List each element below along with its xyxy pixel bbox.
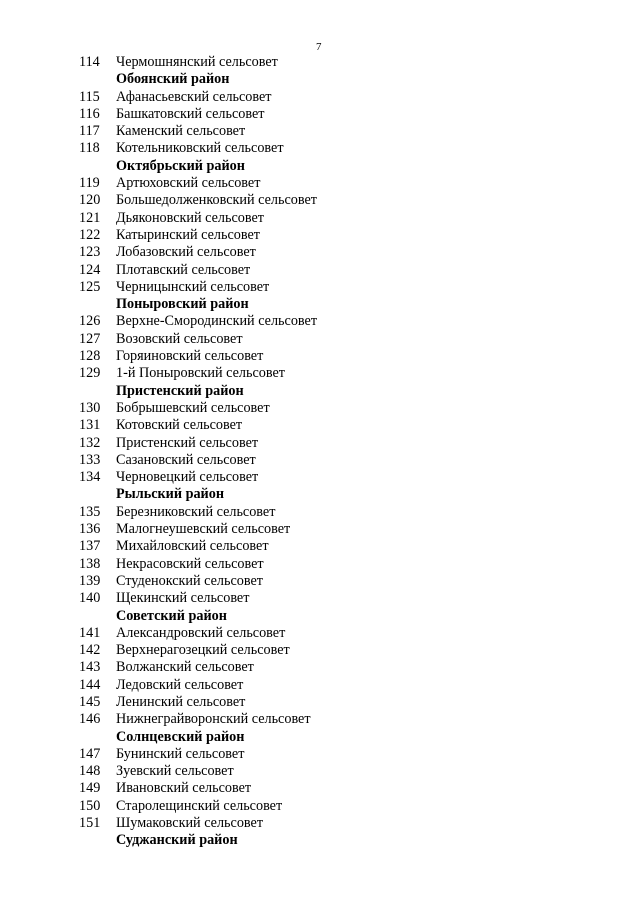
district-heading (0, 729, 640, 746)
list-item (0, 227, 640, 244)
council-name: Возовский сельсовет (116, 330, 243, 347)
district-name: Солнцевский район (116, 728, 245, 745)
list-item (0, 642, 640, 659)
list-item (0, 746, 640, 763)
council-name: Старолещинский сельсовет (116, 797, 283, 814)
list-item (0, 365, 640, 382)
item-number: 134 (79, 469, 101, 486)
item-number: 130 (79, 399, 101, 416)
council-name: Верхнерагозецкий сельсовет (116, 642, 290, 659)
council-name: Большедолженковский сельсовет (116, 192, 317, 209)
item-number: 119 (79, 175, 100, 192)
district-name: Октябрьский район (116, 157, 245, 174)
council-name: Александровский сельсовет (116, 624, 286, 641)
list-item (0, 192, 640, 209)
item-number: 125 (79, 278, 101, 295)
council-name: Ленинский сельсовет (116, 693, 246, 710)
district-heading (0, 832, 640, 849)
item-number: 118 (79, 140, 100, 157)
district-name: Суджанский район (116, 832, 238, 849)
district-heading (0, 296, 640, 313)
item-number: 126 (79, 313, 101, 330)
list-item (0, 538, 640, 555)
list-item (0, 677, 640, 694)
item-number: 120 (79, 192, 101, 209)
item-number: 141 (79, 624, 101, 641)
council-name: Каменский сельсовет (116, 123, 246, 140)
council-name: Котельниковский сельсовет (116, 140, 284, 157)
list-item (0, 504, 640, 521)
council-name: Башкатовский сельсовет (116, 105, 265, 122)
item-number: 146 (79, 711, 101, 728)
list-item (0, 175, 640, 192)
council-name: Студенокский сельсовет (116, 572, 263, 589)
district-name: Обоянский район (116, 71, 230, 88)
council-name: Михайловский сельсовет (116, 538, 269, 555)
council-name: Котовский сельсовет (116, 417, 243, 434)
district-name: Поныровский район (116, 296, 249, 313)
list-item (0, 452, 640, 469)
district-heading (0, 383, 640, 400)
item-number: 140 (79, 590, 101, 607)
district-heading (0, 158, 640, 175)
council-name: Сазановский сельсовет (116, 451, 256, 468)
council-name: Шумаковский сельсовет (116, 815, 264, 832)
council-name: Пристенский сельсовет (116, 434, 259, 451)
list-item (0, 659, 640, 676)
council-name: Зуевский сельсовет (116, 763, 234, 780)
item-number: 143 (79, 659, 101, 676)
item-number: 128 (79, 348, 101, 365)
council-name: Волжанский сельсовет (116, 659, 254, 676)
council-name: Ивановский сельсовет (116, 780, 252, 797)
list-item (0, 556, 640, 573)
council-name: Нижнеграйворонский сельсовет (116, 711, 311, 728)
list-item (0, 331, 640, 348)
district-heading (0, 608, 640, 625)
council-name: Бунинский сельсовет (116, 745, 245, 762)
item-number: 122 (79, 226, 101, 243)
item-number: 148 (79, 763, 101, 780)
item-number: 133 (79, 451, 101, 468)
council-list (0, 54, 640, 850)
list-item (0, 89, 640, 106)
council-name: Катыринский сельсовет (116, 226, 260, 243)
district-name: Рыльский район (116, 486, 224, 503)
item-number: 116 (79, 105, 100, 122)
list-item (0, 279, 640, 296)
list-item (0, 763, 640, 780)
council-name: Березниковский сельсовет (116, 503, 276, 520)
item-number: 142 (79, 642, 101, 659)
district-heading (0, 486, 640, 503)
council-name: Бобрышевский сельсовет (116, 399, 270, 416)
item-number: 139 (79, 572, 101, 589)
list-item (0, 625, 640, 642)
council-name: Некрасовский сельсовет (116, 555, 264, 572)
item-number: 127 (79, 330, 101, 347)
list-item (0, 348, 640, 365)
list-item (0, 435, 640, 452)
council-name: Лобазовский сельсовет (116, 244, 256, 261)
council-name: Плотавский сельсовет (116, 261, 251, 278)
council-name: Дьяконовский сельсовет (116, 209, 264, 226)
list-item (0, 106, 640, 123)
page-number: 7 (316, 41, 322, 53)
list-item (0, 262, 640, 279)
council-name: Ледовский сельсовет (116, 676, 244, 693)
item-number: 132 (79, 434, 101, 451)
list-item (0, 573, 640, 590)
list-item (0, 815, 640, 832)
list-item (0, 694, 640, 711)
item-number: 149 (79, 780, 101, 797)
item-number: 147 (79, 745, 101, 762)
item-number: 121 (79, 209, 101, 226)
item-number: 137 (79, 538, 101, 555)
council-name: Афанасьевский сельсовет (116, 88, 272, 105)
council-name: 1-й Поныровский сельсовет (116, 365, 285, 382)
list-item (0, 313, 640, 330)
council-name: Горяиновский сельсовет (116, 348, 264, 365)
council-name: Черновецкий сельсовет (116, 469, 259, 486)
council-name: Малогнеушевский сельсовет (116, 521, 291, 538)
item-number: 115 (79, 88, 100, 105)
item-number: 129 (79, 365, 101, 382)
council-name: Чермошнянский сельсовет (116, 54, 278, 70)
list-item (0, 711, 640, 728)
list-item (0, 210, 640, 227)
item-number: 136 (79, 521, 101, 538)
district-heading (0, 71, 640, 88)
council-name: Щекинский сельсовет (116, 590, 250, 607)
district-name: Советский район (116, 607, 227, 624)
item-number: 131 (79, 417, 101, 434)
list-item (0, 123, 640, 140)
council-name: Артюховский сельсовет (116, 175, 261, 192)
council-name: Верхне-Смородинский сельсовет (116, 313, 318, 330)
item-number: 150 (79, 797, 101, 814)
list-item (0, 780, 640, 797)
item-number: 135 (79, 503, 101, 520)
list-item (0, 54, 640, 71)
list-item (0, 417, 640, 434)
item-number: 124 (79, 261, 101, 278)
item-number: 123 (79, 244, 101, 261)
council-name: Черницынский сельсовет (116, 278, 270, 295)
list-item (0, 140, 640, 157)
list-item (0, 400, 640, 417)
list-item (0, 521, 640, 538)
item-number: 145 (79, 693, 101, 710)
item-number: 138 (79, 555, 101, 572)
district-name: Пристенский район (116, 382, 244, 399)
item-number: 114 (79, 54, 100, 70)
list-item (0, 590, 640, 607)
list-item (0, 798, 640, 815)
item-number: 151 (79, 815, 101, 832)
item-number: 117 (79, 123, 100, 140)
item-number: 144 (79, 676, 101, 693)
list-item (0, 469, 640, 486)
list-item (0, 244, 640, 261)
